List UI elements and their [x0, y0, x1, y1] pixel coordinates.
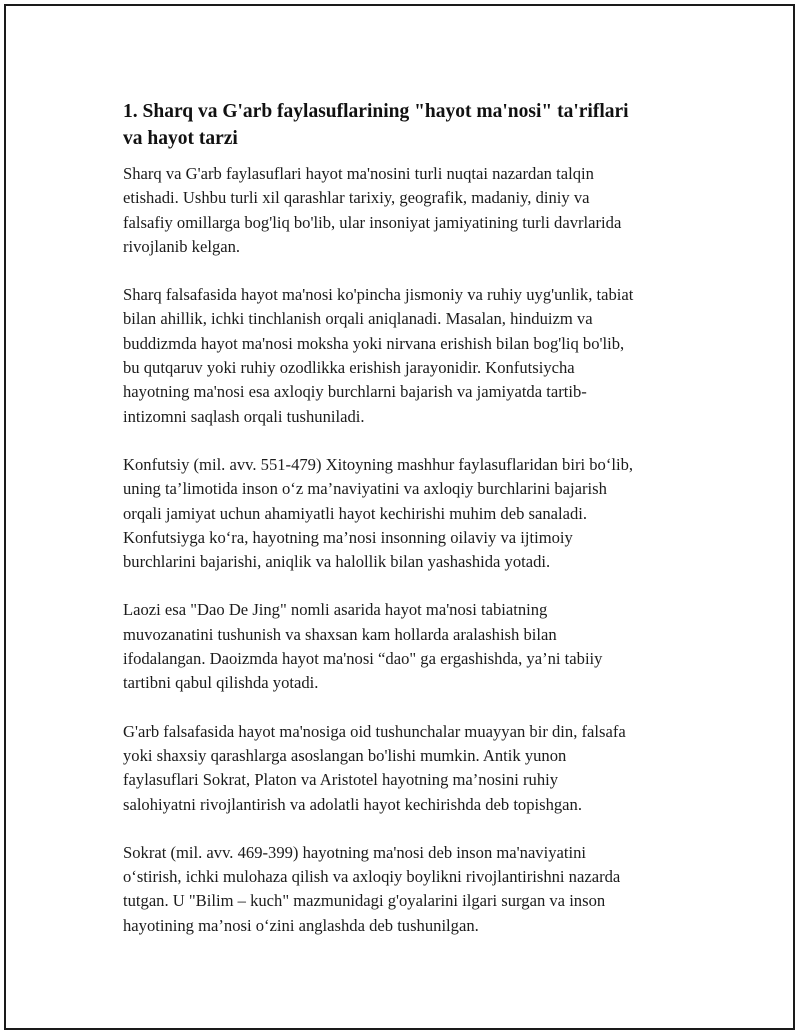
heading-line: 1. Sharq va G'arb faylasuflarining "hayot ma'nosi" ta'riflari — [123, 101, 629, 122]
document-body — [119, 98, 699, 962]
text-line: falsafiy omillarga bog'liq bo'lib, ular insoniyat jamiyatining turli davrlarida — [123, 212, 622, 232]
page-frame — [4, 4, 795, 1030]
text-line: G'arb falsafasida hayot ma'nosiga oid tushunchalar muayyan bir din, falsafa — [123, 721, 626, 741]
text-line: Sharq va G'arb faylasuflari hayot ma'nosini turli nuqtai nazardan talqin — [123, 164, 594, 183]
text-line: intizomni saqlash orqali tushuniladi. — [123, 406, 365, 426]
paragraph-western-philosophy — [119, 720, 699, 817]
section-heading — [119, 98, 699, 152]
text-line: Sokrat (mil. avv. 469-399) hayotning ma'nosi deb inson ma'naviyatini — [123, 842, 587, 862]
paragraph-socrates — [119, 841, 699, 938]
paragraph-confucius — [119, 453, 699, 574]
text-line: bu qutqaruv yoki ruhiy ozodlikka erishish jarayonidir. Konfutsiycha — [123, 358, 575, 378]
heading-line: va hayot tarzi — [123, 128, 238, 149]
text-line: faylasuflari Sokrat, Platon va Aristotel hayotning ma’nosini ruhiy — [123, 770, 559, 790]
text-line: o‘stirish, ichki mulohaza qilish va axloqiy boylikni rivojlantirishni nazarda — [123, 867, 621, 887]
text-line: muvozanatini tushunish va shaxsan kam hollarda aralashish bilan — [123, 624, 557, 644]
paragraph-laozi — [119, 598, 699, 695]
text-line: Konfutsiyga ko‘ra, hayotning ma’nosi insonning oilaviy va ijtimoiy — [123, 527, 573, 547]
text-line: hayotning ma'nosi esa axloqiy burchlarni bajarish va jamiyatda tartib- — [123, 382, 587, 402]
text-line: Laozi esa "Dao De Jing" nomli asarida hayot ma'nosi tabiatning — [123, 600, 548, 620]
paragraph-intro — [119, 162, 699, 259]
text-line: bilan ahillik, ichki tinchlanish orqali aniqlanadi. Masalan, hinduizm va — [123, 309, 593, 329]
text-line: tutgan. U "Bilim – kuch" mazmunidagi g'oyalarini ilgari surgan va inson — [123, 891, 606, 911]
text-line: salohiyatni rivojlantirish va adolatli hayot kechirishda deb topishgan. — [123, 794, 582, 814]
text-line: orqali jamiyat uchun ahamiyatli hayot kechirishi muhim deb sanaladi. — [123, 503, 588, 523]
text-line: rivojlanib kelgan. — [123, 236, 241, 256]
text-line: burchlarini bajarishi, aniqlik va halollik bilan yashashida yotadi. — [123, 552, 551, 572]
text-line: buddizmda hayot ma'nosi moksha yoki nirvana erishish bilan bog'liq bo'lib, — [123, 333, 625, 353]
text-line: yoki shaxsiy qarashlarga asoslangan bo'lishi mumkin. Antik yunon — [123, 745, 567, 765]
text-line: uning ta’limotida inson o‘z ma’naviyatini va axloqiy burchlarini bajarish — [123, 479, 607, 499]
text-line: Konfutsiy (mil. avv. 551-479) Xitoyning mashhur faylasuflaridan biri bo‘lib, — [123, 454, 634, 474]
text-line: tartibni qabul qilishda yotadi. — [123, 673, 319, 693]
text-line: ifodalangan. Daoizmda hayot ma'nosi “dao" ga ergashishda, ya’ni tabiiy — [123, 649, 603, 669]
text-line: etishadi. Ushbu turli xil qarashlar tarixiy, geografik, madaniy, diniy va — [123, 188, 590, 208]
paragraph-eastern-philosophy — [119, 283, 699, 429]
text-line: hayotining ma’nosi o‘zini anglashda deb tushunilgan. — [123, 915, 479, 935]
text-line: Sharq falsafasida hayot ma'nosi ko'pincha jismoniy va ruhiy uyg'unlik, tabiat — [123, 285, 634, 305]
